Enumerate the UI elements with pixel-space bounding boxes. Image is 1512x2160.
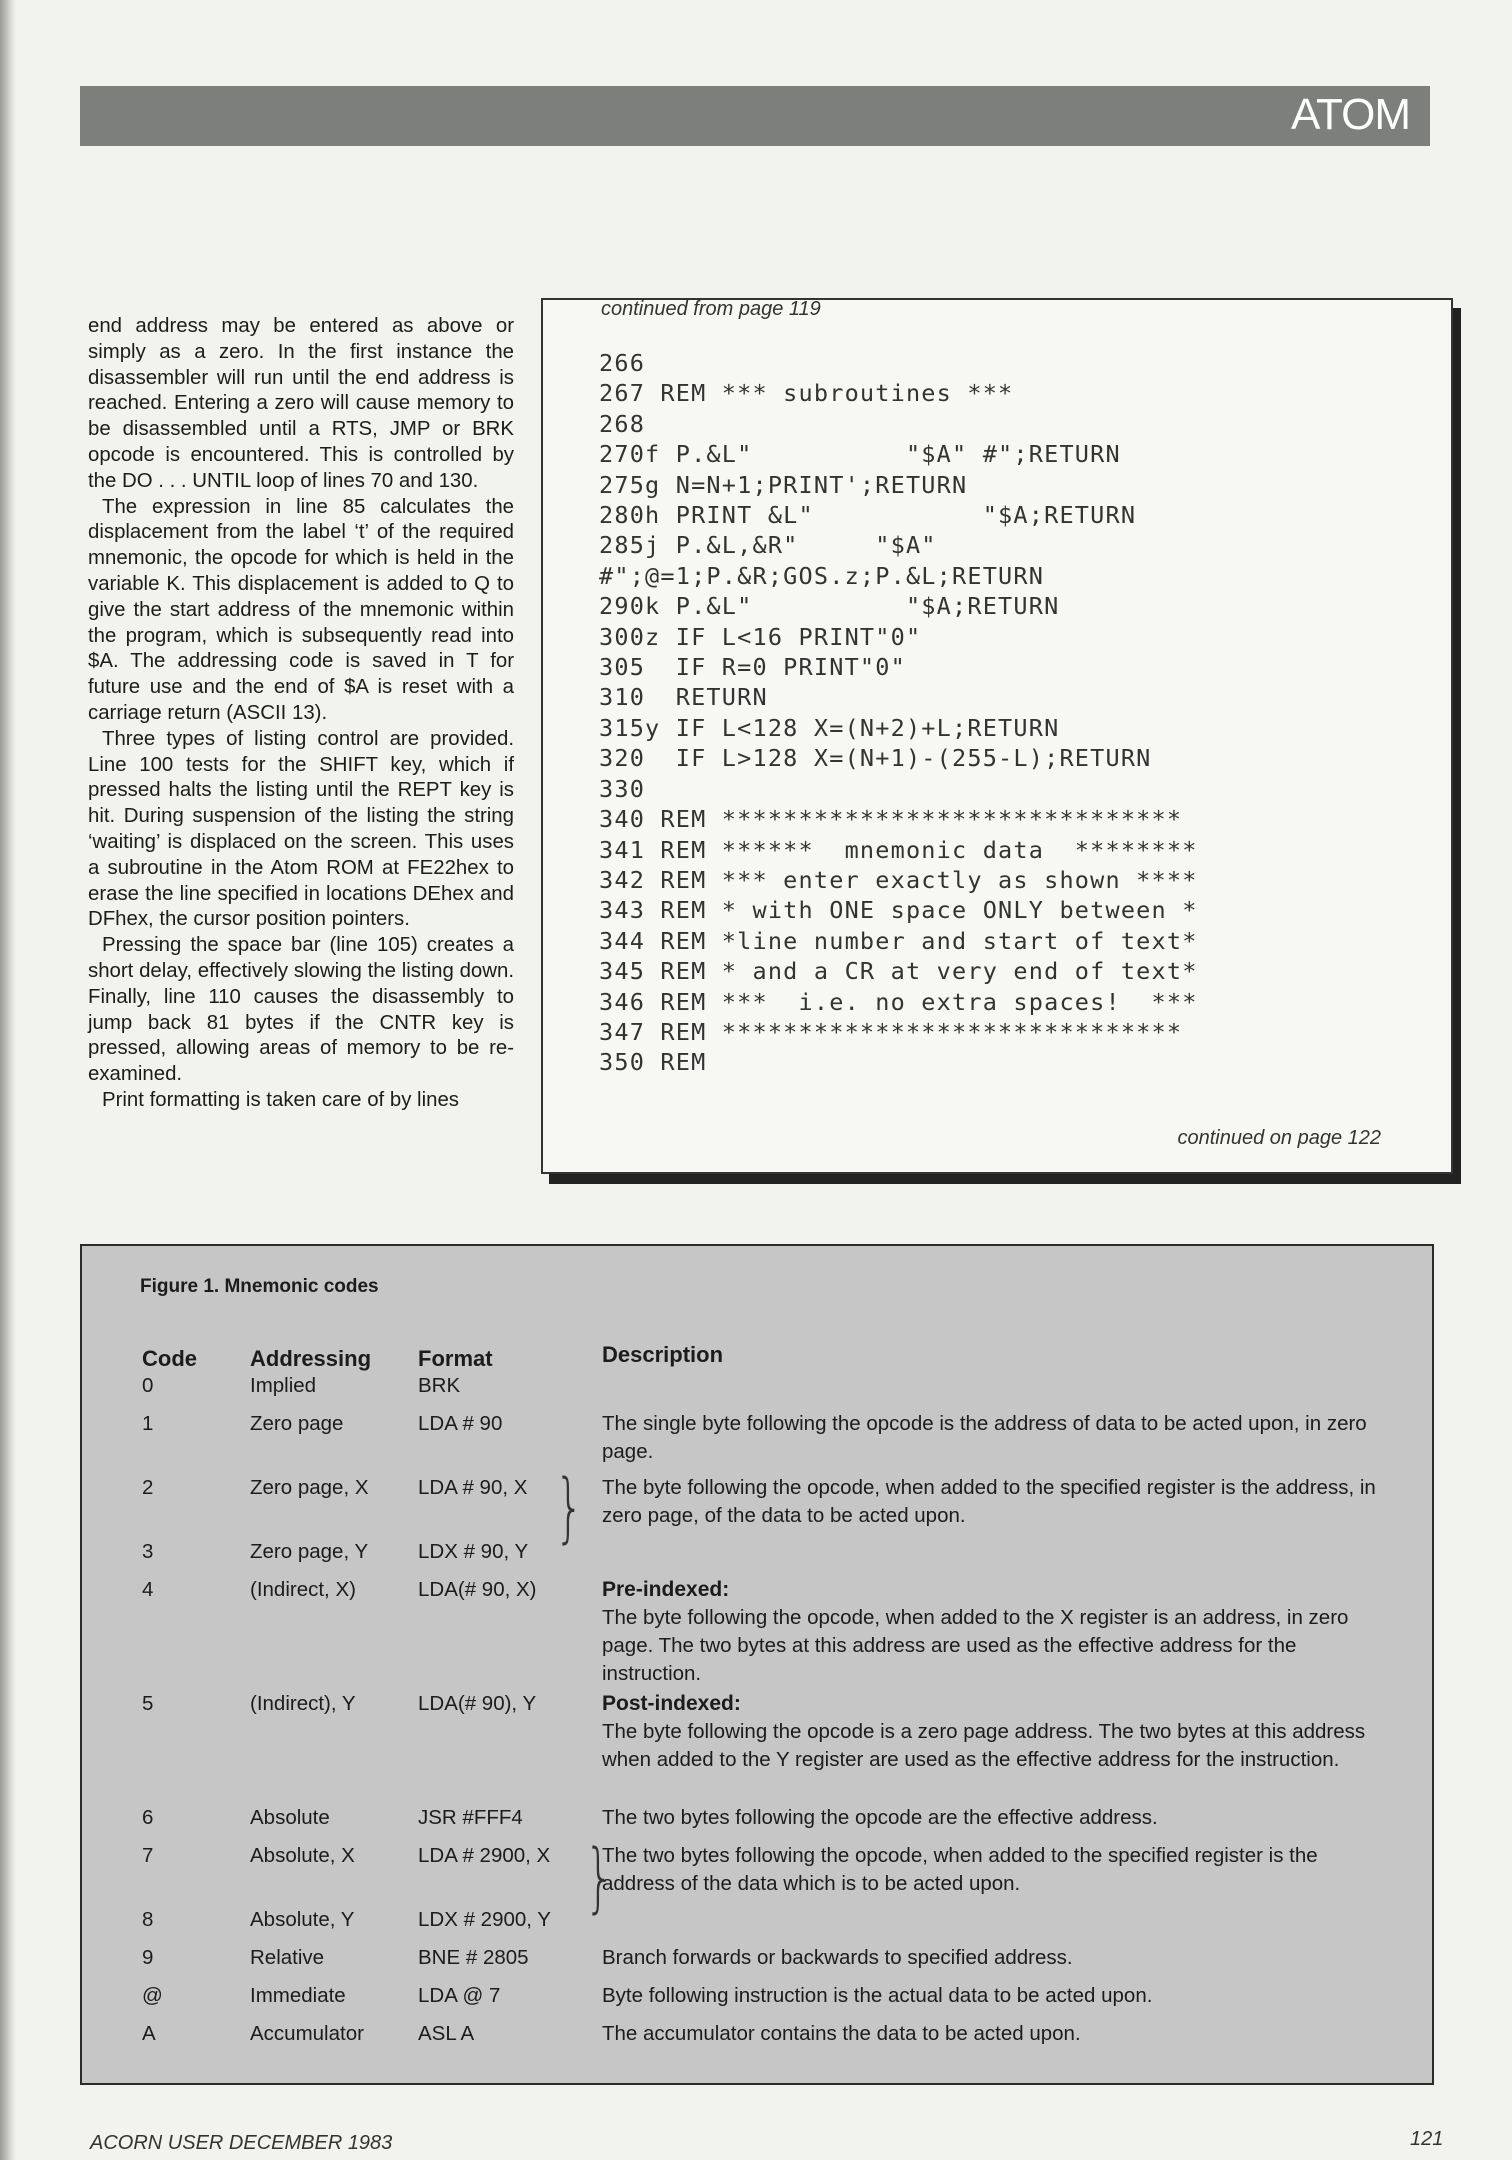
- code-cell: 0: [142, 1374, 154, 1397]
- description-heading: Pre-indexed:: [602, 1578, 730, 1601]
- format-cell: JSR #FFF4: [418, 1806, 523, 1829]
- program-listing-code: 266 267 REM *** subroutines *** 268 270f P.&L" "$A" #";RETURN 275g N=N+1;PRINT';RETURN 280h PRINT &L" "$A;RETURN 285j P.&L,&R" "$A" #";@=1;P.&R;GOS.z;P.&L;RETURN 290k P.&L" "$A;RETURN 300z IF L<16 PRINT"0" 305 IF R=0 PRINT"0" 310 RETURN 315y IF L<128 X=(N+2)+L;RETURN 320 IF L>128 X=(N+1)-(255-L);RETURN 330 340 REM ****************************** 341 REM ****** mnemonic data ******** 342 REM *** enter exactly as shown **** 343 REM * with ONE space ONLY between * 344 REM *line number and start of text* 345 REM * and a CR at very end of text* 346 REM *** i.e. no extra spaces! *** 347 REM ****************************** 350 REM: [599, 349, 1198, 1077]
- format-cell: LDX # 2900, Y: [418, 1908, 551, 1931]
- code-cell: 3: [142, 1540, 154, 1563]
- description-cell: [602, 1576, 1392, 1688]
- continued-on-note: continued on page 122: [1177, 1127, 1381, 1149]
- code-cell: 4: [142, 1578, 154, 1601]
- description-cell: The single byte following the opcode is the address of data to be acted upon, in zero page.: [602, 1412, 1367, 1463]
- addressing-cell: (Indirect, X): [250, 1578, 356, 1601]
- grouping-brace: }: [554, 1462, 584, 1551]
- paragraph: Pressing the space bar (line 105) creates a short delay, effectively slowing the listing down. Finally, line 110 causes the disassembly to jump back 81 bytes if the CNTR key is pressed, allowing areas of memory to be re-examined.: [88, 934, 514, 1086]
- format-cell: LDA # 2900, X: [418, 1844, 551, 1867]
- description-cell: The byte following the opcode, when added to the specified register is the address, in zero page, of the data to be acted upon.: [602, 1476, 1376, 1527]
- code-cell: 9: [142, 1946, 154, 1969]
- code-cell: 6: [142, 1806, 154, 1829]
- continued-from-note: continued from page 119: [601, 298, 821, 320]
- code-cell: 7: [142, 1844, 154, 1867]
- description-cell: [602, 1690, 1392, 1774]
- description-cell: Byte following instruction is the actual data to be acted upon.: [602, 1984, 1153, 2007]
- addressing-cell: Implied: [250, 1374, 317, 1397]
- description-cell: The two bytes following the opcode are the effective address.: [602, 1806, 1158, 1829]
- addressing-cell: Immediate: [250, 1984, 346, 2007]
- section-header-bar: [80, 86, 1430, 146]
- grouping-brace: }: [584, 1832, 614, 1921]
- format-cell: LDA # 90, X: [418, 1476, 528, 1499]
- article-body: [88, 314, 514, 1114]
- addressing-cell: Zero page, X: [250, 1476, 369, 1499]
- addressing-cell: Absolute: [250, 1806, 330, 1829]
- addressing-cell: Zero page: [250, 1412, 344, 1435]
- description-column-header: Description: [602, 1342, 724, 1367]
- format-cell: LDA(# 90), Y: [418, 1692, 537, 1715]
- paragraph: end address may be entered as above or simply as a zero. In the first instance the disassembler will run until the end address is reached. Entering a zero will cause memory to be disassembled until a RTS, JMP or BRK opcode is encountered. This is controlled by the DO . . . UNTIL loop of lines 70 and 130.: [88, 315, 514, 492]
- program-listing-box: [541, 298, 1453, 1174]
- paragraph: Print formatting is taken care of by lines: [102, 1088, 459, 1111]
- code-cell: A: [142, 2022, 156, 2045]
- paragraph: The expression in line 85 calculates the displacement from the label ‘t’ of the required mnemonic, the opcode for which is held in the variable K. This displacement is added to Q to give the start address of the mnemonic within the program, which is subsequently read into $A. The addressing code is saved in T for future use and the end of $A is reset with a carriage return (ASCII 13).: [88, 495, 514, 724]
- code-cell: @: [142, 1984, 163, 2007]
- code-column-header: Code: [142, 1346, 197, 1371]
- code-cell: 5: [142, 1692, 154, 1715]
- addressing-cell: Accumulator: [250, 2022, 364, 2045]
- format-cell: LDA(# 90, X): [418, 1578, 537, 1601]
- format-cell: BRK: [418, 1374, 461, 1397]
- page-number: 121: [1410, 2128, 1444, 2150]
- format-cell: ASL A: [418, 2022, 475, 2045]
- format-cell: LDA # 90: [418, 1412, 503, 1435]
- description-heading: Post-indexed:: [602, 1692, 741, 1715]
- code-cell: 8: [142, 1908, 154, 1931]
- mnemonic-codes-figure: [80, 1244, 1434, 2085]
- code-cell: 1: [142, 1412, 154, 1435]
- paragraph: Three types of listing control are provided. Line 100 tests for the SHIFT key, which if pressed halts the listing until the REPT key is hit. During suspension of the listing the string ‘waiting’ is displaced on the screen. This uses a subroutine in the Atom ROM at FE22hex to erase the line specified in locations DEhex and DFhex, the cursor position pointers.: [88, 727, 514, 931]
- addressing-cell: Relative: [250, 1946, 325, 1969]
- description-cell: The accumulator contains the data to be acted upon.: [602, 2022, 1081, 2045]
- description-cell: Branch forwards or backwards to specified address.: [602, 1946, 1073, 1969]
- addressing-cell: (Indirect), Y: [250, 1692, 356, 1715]
- figure-title: Figure 1. Mnemonic codes: [140, 1276, 379, 1297]
- publication-footer: ACORN USER DECEMBER 1983: [90, 2132, 393, 2154]
- code-cell: 2: [142, 1476, 154, 1499]
- addressing-cell: Zero page, Y: [250, 1540, 369, 1563]
- format-cell: BNE # 2805: [418, 1946, 529, 1969]
- description-cell: The two bytes following the opcode, when added to the specified register is the address of the data which is to be acted upon.: [602, 1844, 1318, 1895]
- format-cell: LDA @ 7: [418, 1984, 501, 2007]
- addressing-cell: Absolute, Y: [250, 1908, 355, 1931]
- description-text: The byte following the opcode, when added to the X register is an address, in zero page. The two bytes at this address are used as the effective address for the instruction.: [602, 1606, 1349, 1685]
- description-text: The byte following the opcode is a zero page address. The two bytes at this address when added to the Y register are used as the effective address for the instruction.: [602, 1720, 1366, 1771]
- format-cell: LDX # 90, Y: [418, 1540, 529, 1563]
- section-title: ATOM: [1290, 90, 1410, 139]
- format-column-header: Format: [418, 1346, 493, 1371]
- addressing-cell: Absolute, X: [250, 1844, 355, 1867]
- addressing-column-header: Addressing: [250, 1346, 372, 1371]
- page-spine-shadow: [0, 0, 16, 2160]
